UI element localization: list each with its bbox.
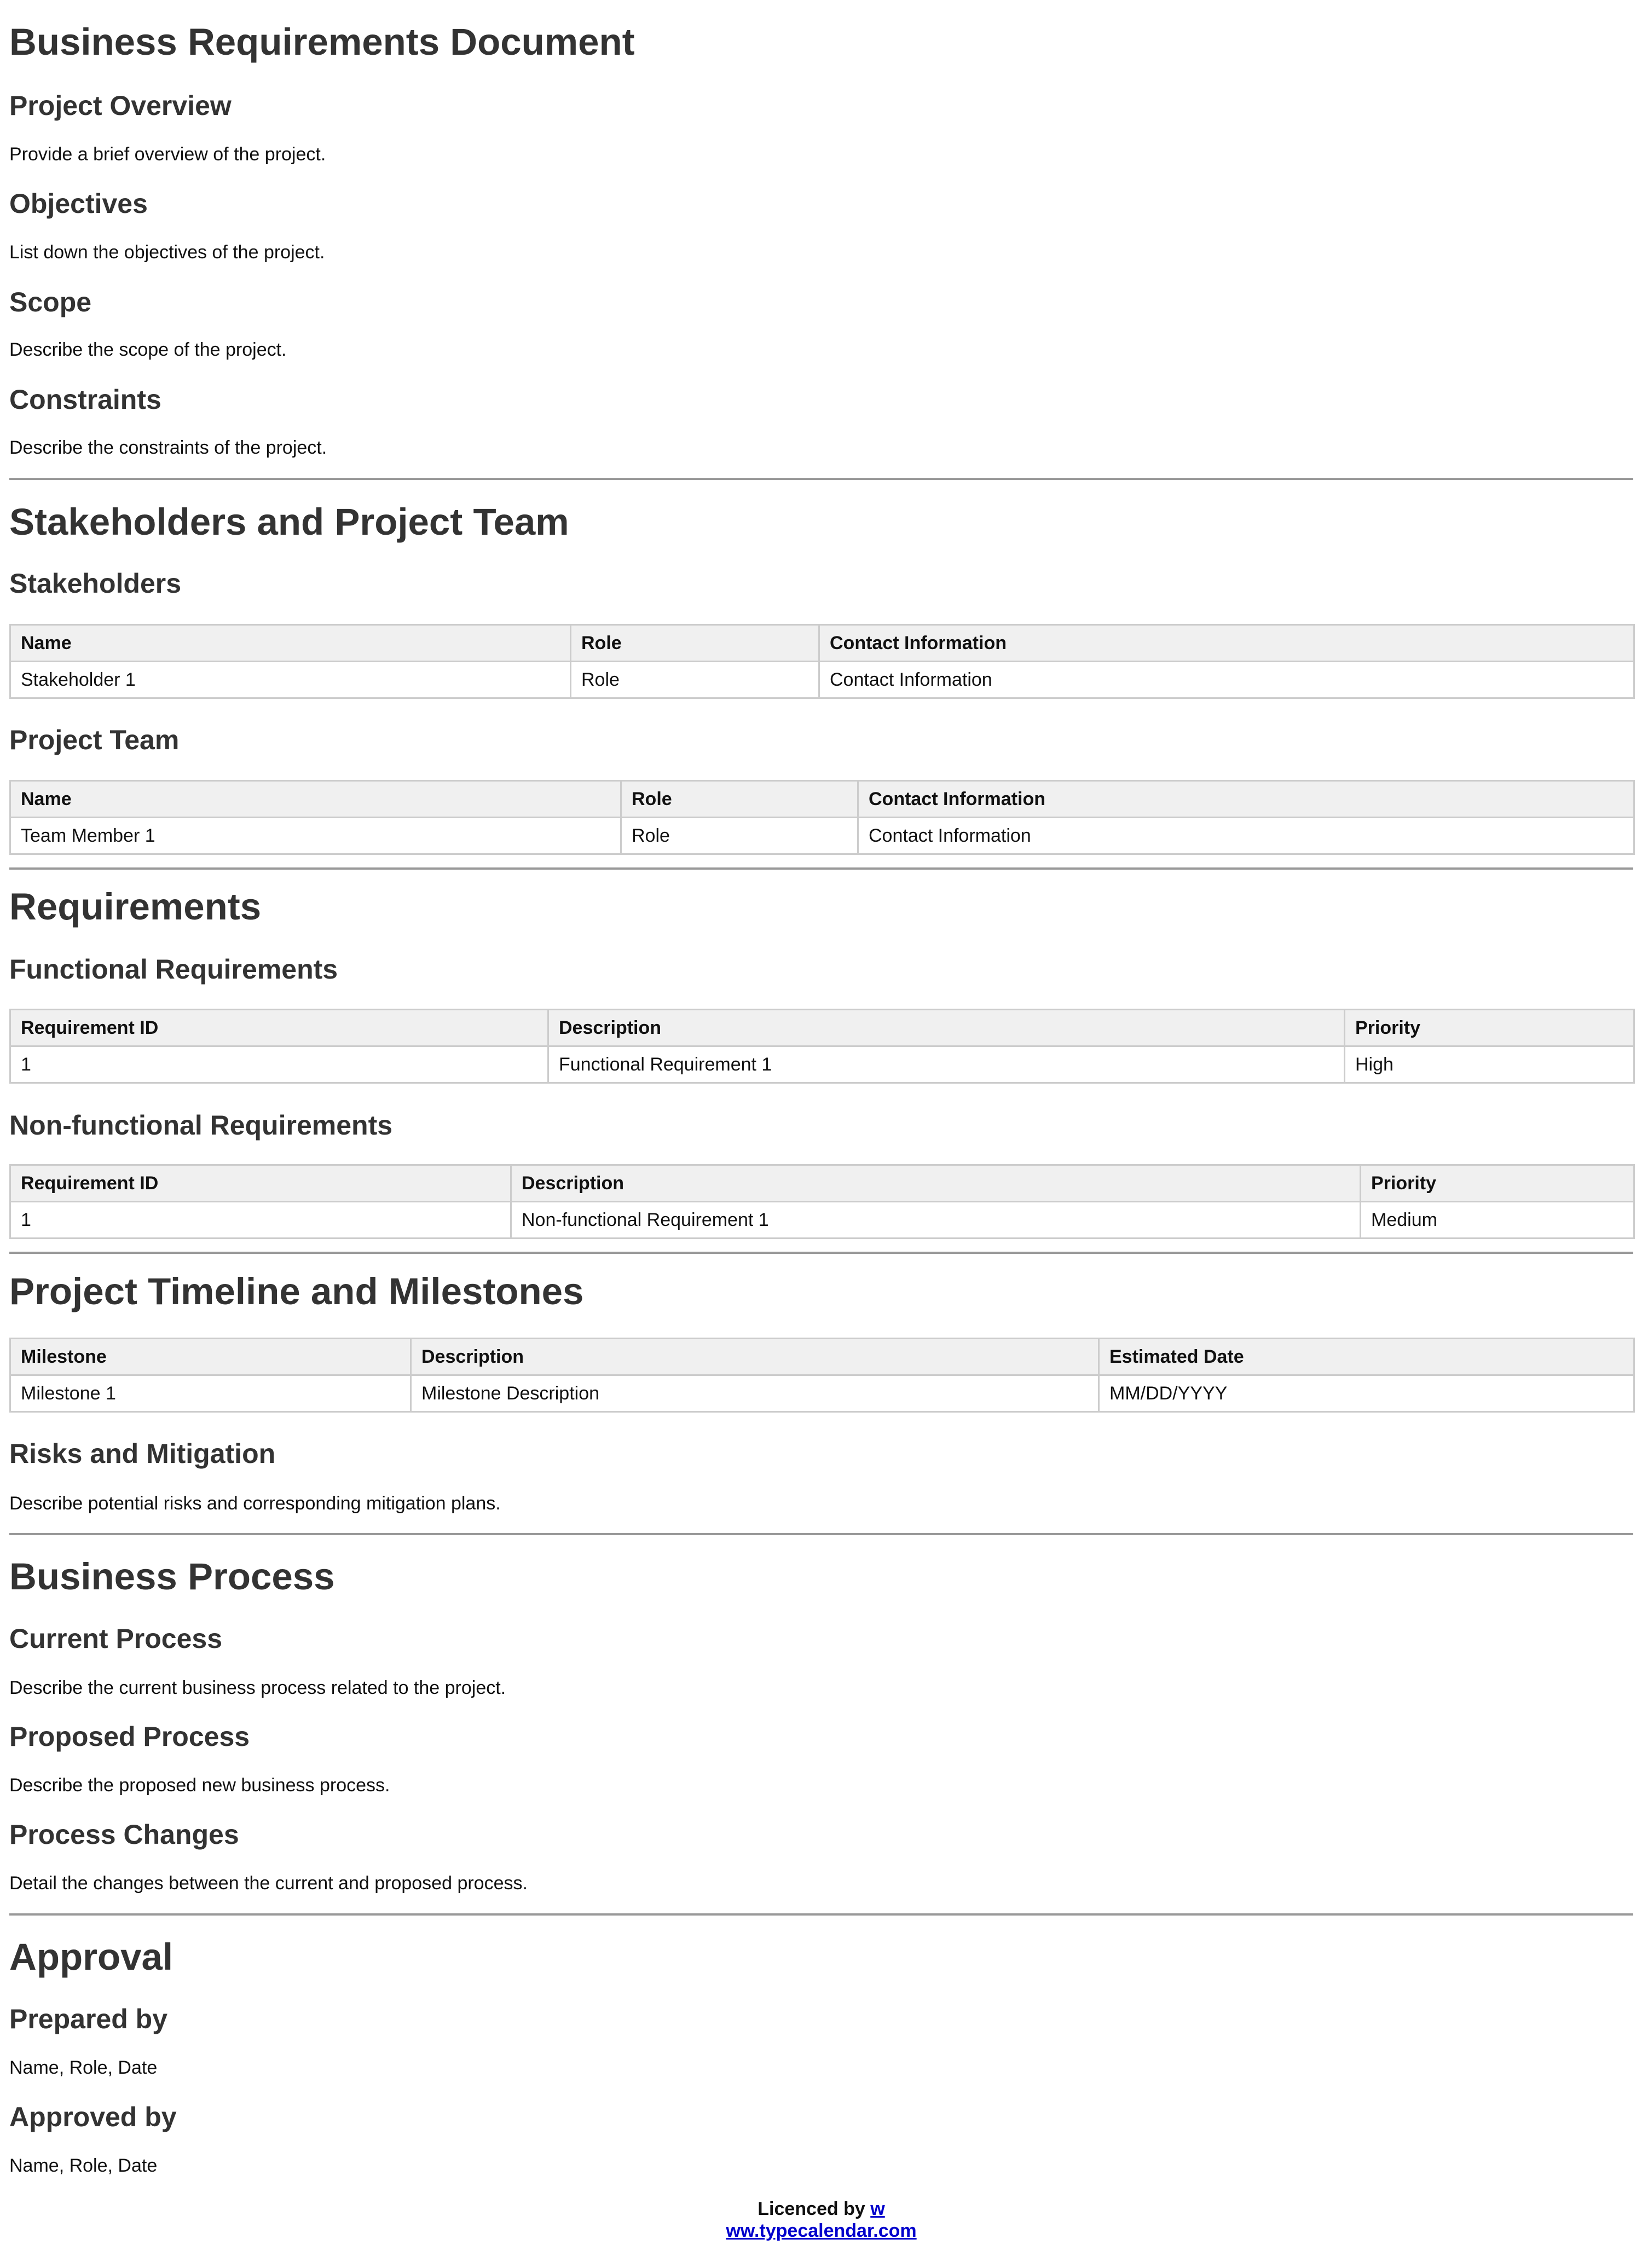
table-cell: Milestone Description [411, 1375, 1099, 1412]
proposed-process-text: Describe the proposed new business process. [9, 1775, 390, 1796]
stakeholders-section-heading: Stakeholders and Project Team [9, 501, 569, 543]
prepared-by-heading: Prepared by [9, 2004, 168, 2034]
project-overview-text: Provide a brief overview of the project. [9, 144, 326, 165]
typecalendar-link-part1[interactable]: w [870, 2198, 885, 2219]
approval-section-heading: Approval [9, 1936, 174, 1978]
column-header: Role [571, 625, 819, 662]
table-cell: Medium [1361, 1202, 1634, 1239]
document-title: Business Requirements Document [9, 21, 635, 63]
table-row [10, 818, 1634, 854]
table-header-row [10, 1165, 1634, 1202]
process-changes-heading: Process Changes [9, 1819, 239, 1850]
column-header: Milestone [10, 1339, 411, 1375]
table-cell: 1 [10, 1046, 548, 1083]
stakeholders-heading: Stakeholders [9, 568, 182, 599]
licence-label: Licenced by [758, 2198, 865, 2219]
table-cell: High [1345, 1046, 1634, 1083]
section-divider [9, 1913, 1633, 1916]
table-cell: Contact Information [819, 662, 1634, 698]
column-header: Priority [1361, 1165, 1634, 1202]
table-cell: MM/DD/YYYY [1099, 1375, 1634, 1412]
table-cell: Role [571, 662, 819, 698]
current-process-heading: Current Process [9, 1623, 223, 1654]
table-cell: Non-functional Requirement 1 [511, 1202, 1361, 1239]
column-header: Name [10, 625, 571, 662]
risks-text: Describe potential risks and corresponding mitigation plans. [9, 1493, 501, 1514]
column-header: Estimated Date [1099, 1339, 1634, 1375]
prepared-by-text: Name, Role, Date [9, 2057, 158, 2078]
process-changes-text: Detail the changes between the current and proposed process. [9, 1873, 528, 1894]
table-row [10, 1046, 1634, 1083]
column-header: Requirement ID [10, 1010, 548, 1046]
licence-link-line [9, 2220, 1633, 2242]
functional-requirements-table [9, 1009, 1635, 1084]
table-row [10, 1375, 1634, 1412]
scope-heading: Scope [9, 287, 92, 317]
table-header-row [10, 781, 1634, 818]
table-header-row [10, 1339, 1634, 1375]
constraints-text: Describe the constraints of the project. [9, 437, 327, 458]
typecalendar-link-part2[interactable]: ww.typecalendar.com [726, 2220, 917, 2241]
objectives-text: List down the objectives of the project. [9, 242, 325, 263]
table-cell: 1 [10, 1202, 511, 1239]
requirements-section-heading: Requirements [9, 886, 262, 928]
table-cell: Stakeholder 1 [10, 662, 571, 698]
constraints-heading: Constraints [9, 384, 161, 415]
table-header-row [10, 1010, 1634, 1046]
section-divider [9, 478, 1633, 480]
table-cell: Contact Information [858, 818, 1634, 854]
approved-by-heading: Approved by [9, 2102, 177, 2132]
business-process-section-heading: Business Process [9, 1555, 335, 1598]
current-process-text: Describe the current business process related to the project. [9, 1677, 506, 1698]
timeline-section-heading: Project Timeline and Milestones [9, 1270, 584, 1312]
table-cell: Functional Requirement 1 [548, 1046, 1345, 1083]
licence-footer [9, 2198, 1633, 2242]
column-header: Description [511, 1165, 1361, 1202]
approved-by-text: Name, Role, Date [9, 2155, 158, 2176]
section-divider [9, 1252, 1633, 1254]
table-cell: Role [621, 818, 858, 854]
proposed-process-heading: Proposed Process [9, 1721, 250, 1752]
stakeholders-table [9, 624, 1635, 699]
objectives-heading: Objectives [9, 188, 148, 219]
column-header: Requirement ID [10, 1165, 511, 1202]
column-header: Description [411, 1339, 1099, 1375]
functional-requirements-heading: Functional Requirements [9, 954, 338, 985]
risks-heading: Risks and Mitigation [9, 1438, 276, 1469]
column-header: Contact Information [819, 625, 1634, 662]
column-header: Name [10, 781, 621, 818]
table-cell: Milestone 1 [10, 1375, 411, 1412]
section-divider [9, 867, 1633, 870]
project-team-heading: Project Team [9, 725, 180, 755]
section-divider [9, 1533, 1633, 1535]
table-row [10, 662, 1634, 698]
project-overview-heading: Project Overview [9, 90, 232, 121]
project-team-table [9, 780, 1635, 855]
column-header: Priority [1345, 1010, 1634, 1046]
non-functional-requirements-table [9, 1164, 1635, 1239]
table-row [10, 1202, 1634, 1239]
column-header: Contact Information [858, 781, 1634, 818]
column-header: Description [548, 1010, 1345, 1046]
scope-text: Describe the scope of the project. [9, 339, 287, 360]
licence-line [9, 2198, 1633, 2220]
table-header-row [10, 625, 1634, 662]
column-header: Role [621, 781, 858, 818]
milestones-table [9, 1338, 1635, 1413]
non-functional-requirements-heading: Non-functional Requirements [9, 1110, 393, 1141]
table-cell: Team Member 1 [10, 818, 621, 854]
